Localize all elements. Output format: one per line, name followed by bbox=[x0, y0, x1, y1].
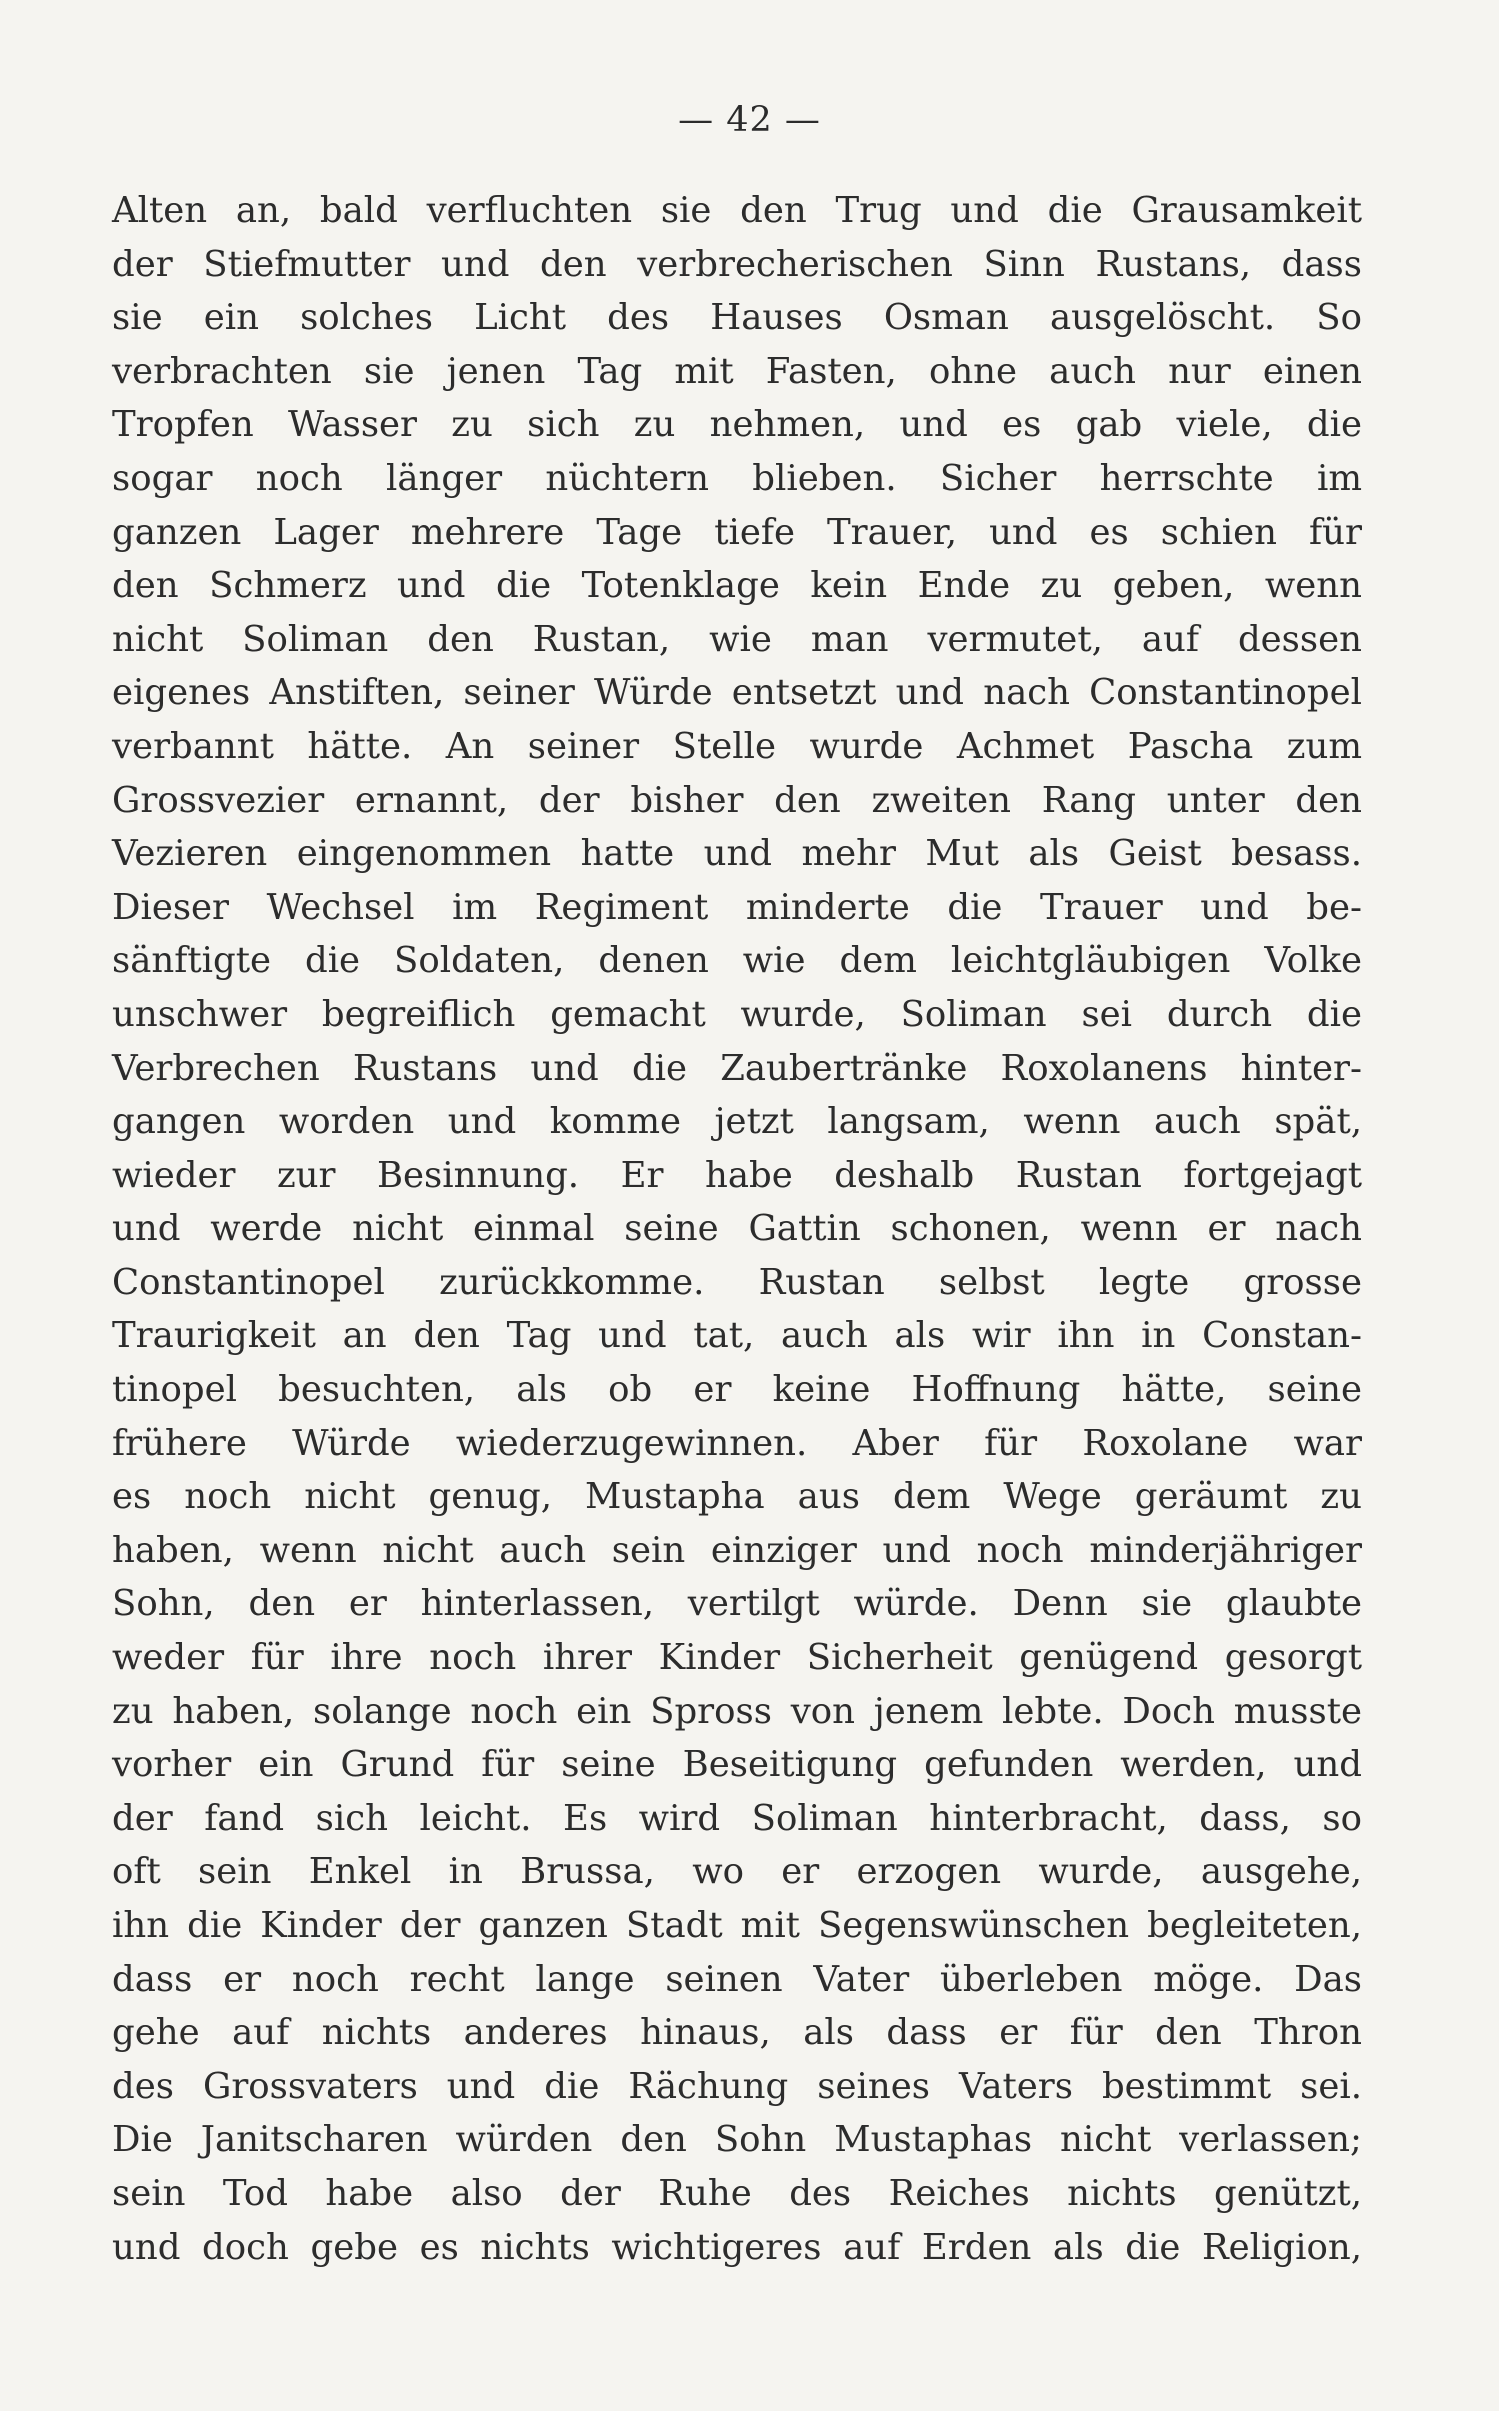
text-line: vorher ein Grund für seine Beseitigung gefunden werden, und bbox=[112, 1744, 1362, 1786]
text-line: zu haben, solange noch ein Spross von jenem lebte. Doch musste bbox=[112, 1690, 1362, 1732]
text-line: Constantinopel zurückkomme. Rustan selbst legte grosse bbox=[112, 1261, 1362, 1303]
text-line: Tropfen Wasser zu sich zu nehmen, und es gab viele, die bbox=[112, 404, 1362, 446]
text-line: ihn die Kinder der ganzen Stadt mit Segenswünschen begleiteten, bbox=[112, 1905, 1362, 1946]
text-line: Vezieren eingenommen hatte und mehr Mut als Geist besass. bbox=[112, 833, 1362, 875]
text-line: sein Tod habe also der Ruhe des Reiches nichts genützt, bbox=[112, 2172, 1362, 2214]
text-line: haben, wenn nicht auch sein einziger und noch minderjähriger bbox=[112, 1529, 1362, 1571]
text-line: oft sein Enkel in Brussa, wo er erzogen wurde, ausgehe, bbox=[112, 1851, 1362, 1893]
text-line: der Stiefmutter und den verbrecherischen Sinn Rustans, dass bbox=[112, 243, 1362, 285]
text-line: unschwer begreiflich gemacht wurde, Soliman sei durch die bbox=[112, 993, 1362, 1035]
text-line: wieder zur Besinnung. Er habe deshalb Rustan fortgejagt bbox=[112, 1154, 1362, 1196]
text-line: Dieser Wechsel im Regiment minderte die Trauer und be- bbox=[112, 886, 1362, 928]
text-line: den Schmerz und die Totenklage kein Ende zu geben, wenn bbox=[112, 565, 1362, 607]
text-line: des Grossvaters und die Rächung seines Vaters bestimmt sei. bbox=[112, 2065, 1362, 2107]
text-line: eigenes Anstiften, seiner Würde entsetzt und nach Constantinopel bbox=[112, 672, 1362, 714]
text-line: und werde nicht einmal seine Gattin schonen, wenn er nach bbox=[112, 1208, 1362, 1250]
text-line: sänftigte die Soldaten, denen wie dem leichtgläubigen Volke bbox=[112, 940, 1362, 982]
text-line: weder für ihre noch ihrer Kinder Sicherheit genügend gesorgt bbox=[112, 1637, 1362, 1679]
text-line: ganzen Lager mehrere Tage tiefe Trauer, und es schien für bbox=[112, 511, 1362, 553]
text-line: dass er noch recht lange seinen Vater überleben möge. Das bbox=[112, 1958, 1362, 2000]
text-line: Alten an, bald verfluchten sie den Trug und die Grausamkeit bbox=[112, 190, 1362, 231]
text-line: und doch gebe es nichts wichtigeres auf Erden als die Religion, bbox=[112, 2226, 1362, 2268]
text-line: verbrachten sie jenen Tag mit Fasten, ohne auch nur einen bbox=[112, 350, 1362, 392]
text-line: gangen worden und komme jetzt langsam, wenn auch spät, bbox=[112, 1101, 1362, 1143]
text-line: Traurigkeit an den Tag und tat, auch als wir ihn in Constan- bbox=[112, 1315, 1362, 1357]
text-line: Grossvezier ernannt, der bisher den zweiten Rang unter den bbox=[112, 779, 1362, 821]
text-line: tinopel besuchten, als ob er keine Hoffnung hätte, seine bbox=[112, 1369, 1362, 1411]
text-line: Sohn, den er hinterlassen, vertilgt würde. Denn sie glaubte bbox=[112, 1583, 1362, 1625]
text-line: sogar noch länger nüchtern blieben. Sicher herrschte im bbox=[112, 457, 1362, 499]
text-line: frühere Würde wiederzugewinnen. Aber für Roxolane war bbox=[112, 1422, 1362, 1464]
text-line: Die Janitscharen würden den Sohn Mustaphas nicht verlassen; bbox=[112, 2119, 1362, 2161]
page-number: — 42 — bbox=[678, 100, 821, 140]
text-line: der fand sich leicht. Es wird Soliman hinterbracht, dass, so bbox=[112, 1797, 1362, 1839]
text-line: Verbrechen Rustans und die Zaubertränke Roxolanens hinter- bbox=[112, 1047, 1362, 1089]
text-line: verbannt hätte. An seiner Stelle wurde Achmet Pascha zum bbox=[112, 725, 1362, 767]
text-line: nicht Soliman den Rustan, wie man vermutet, auf dessen bbox=[112, 618, 1362, 660]
text-line: gehe auf nichts anderes hinaus, als dass er für den Thron bbox=[112, 2012, 1362, 2054]
text-line: es noch nicht genug, Mustapha aus dem Wege geräumt zu bbox=[112, 1476, 1362, 1518]
body-text bbox=[112, 184, 1362, 2274]
text-line: sie ein solches Licht des Hauses Osman ausgelöscht. So bbox=[112, 297, 1362, 339]
